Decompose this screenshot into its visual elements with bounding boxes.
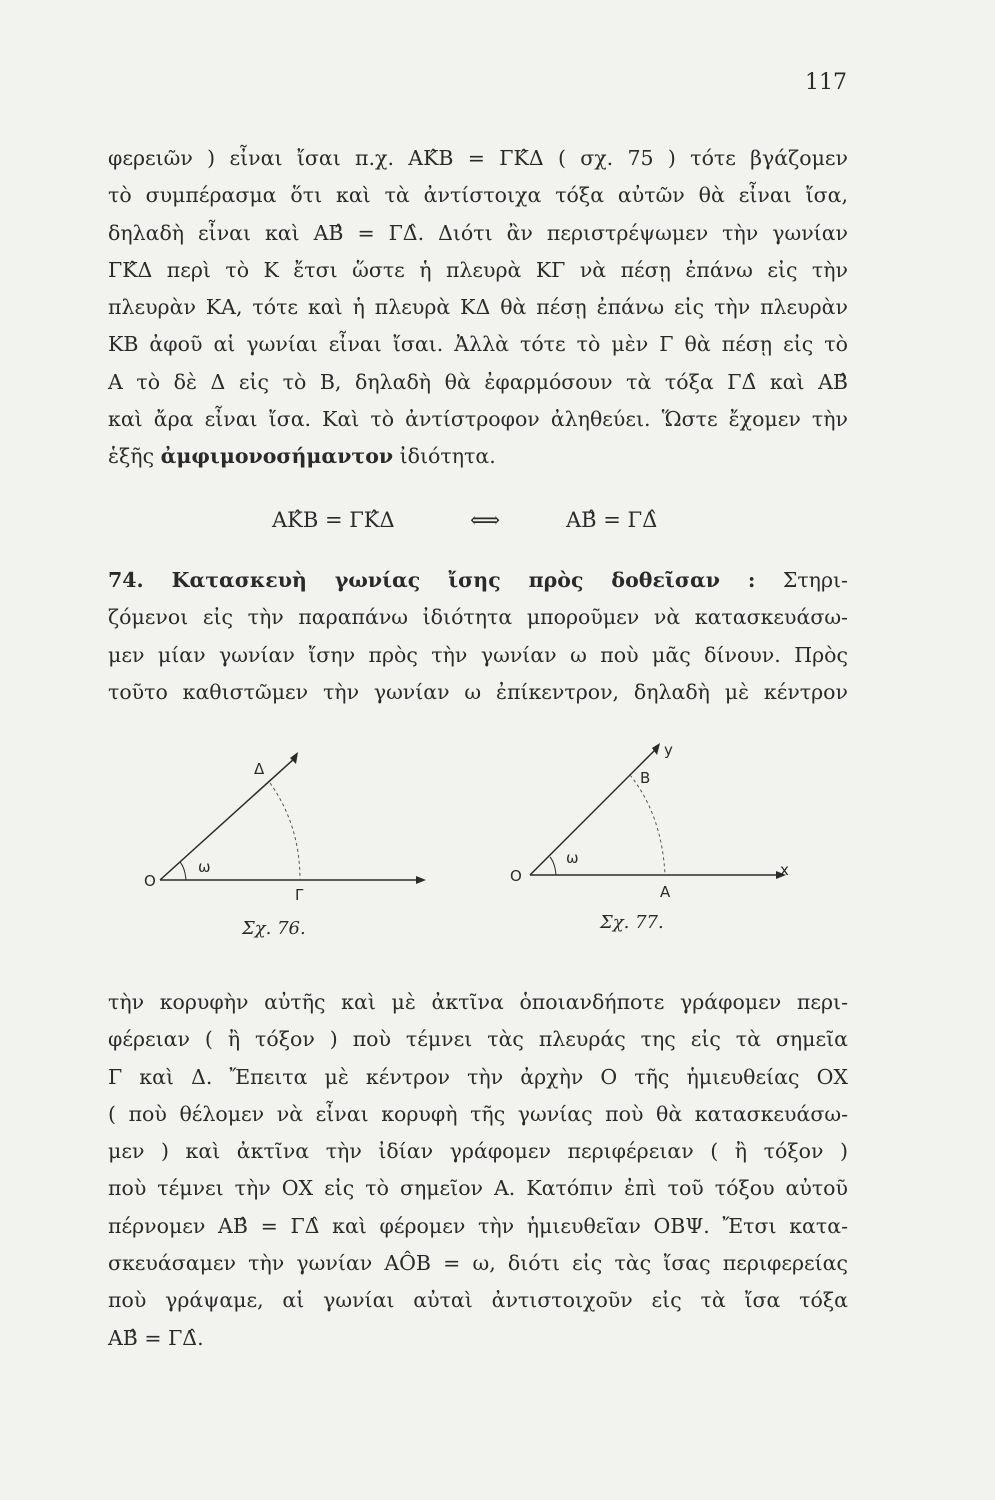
- text-line: φέρειαν ( ἢ τόξον ) ποὺ τέμνει τὰς πλευράς της εἰς τὰ σημεῖα: [108, 1027, 848, 1052]
- figure-76: [130, 740, 430, 910]
- angle-mark: [550, 857, 556, 875]
- equivalence-arrow: ⟺: [470, 508, 501, 532]
- text-line: ποὺ τέμνει τὴν ΟΧ εἰς τὸ σημεῖον Α. Κατόπιν ἐπὶ τοῦ τόξου αὐτοῦ: [108, 1176, 848, 1201]
- text-fragment: ἰδιότητα.: [393, 444, 496, 469]
- page-number: 117: [805, 70, 847, 95]
- text-fragment: Στηρι-: [782, 568, 848, 592]
- point-gamma-label: Γ: [295, 886, 304, 904]
- side-line: [530, 747, 658, 875]
- bold-term: ἀμφιμονοσήμαντον: [160, 444, 394, 469]
- text-fragment: ἑξῆς: [108, 444, 161, 469]
- text-line: πλευρὰν ΚΑ, τότε καὶ ἡ πλευρὰ ΚΔ θὰ πέσῃ ἐπάνω εἰς τὴν πλευρὰν: [108, 295, 848, 320]
- paragraph-intro: [108, 140, 848, 476]
- side-line: [160, 758, 295, 880]
- section-74: [108, 562, 848, 711]
- caption-76: Σχ. 76.: [242, 918, 306, 939]
- text-line: καὶ ἄρα εἶναι ἴσα. Καὶ τὸ ἀντίστροφον ἀληθεύει. Ὥστε ἔχομεν τὴν: [108, 407, 848, 432]
- text-line: μεν μίαν γωνίαν ἴσην πρὸς τὴν γωνίαν ω ποὺ μᾶς δίνουν. Πρὸς: [108, 642, 848, 667]
- angle-mark: [180, 862, 186, 880]
- text-line: ( ποὺ θέλομεν νὰ εἶναι κορυφὴ τῆς γωνίας ποὺ θὰ κατασκευάσω-: [108, 1101, 848, 1126]
- vertex-label: O: [510, 867, 522, 885]
- section-heading-line: [108, 562, 848, 599]
- text-line: σκευάσαμεν τὴν γωνίαν ΑÔΒ = ω, διότι εἰς τὰς ἴσας περιφερείας: [108, 1251, 848, 1276]
- text-line: ΚΒ ἀφοῦ αἱ γωνίαι εἶναι ἴσαι. Ἀλλὰ τότε τὸ μὲν Γ θὰ πέσῃ εἰς τὸ: [108, 332, 848, 357]
- angle-label: ω: [198, 858, 211, 876]
- text-line: ζόμενοι εἰς τὴν παραπάνω ἰδιότητα μποροῦμεν νὰ κατασκευάσω-: [108, 605, 848, 630]
- text-line: ποὺ γράψαμε, αἱ γωνίαι αὐταὶ ἀντιστοιχοῦν εἰς τὰ ἴσα τόξα: [108, 1288, 848, 1313]
- arc: [270, 783, 300, 880]
- point-b-label: Β: [640, 769, 651, 787]
- text-line: [108, 438, 848, 475]
- arc: [630, 775, 665, 875]
- text-line: τὸ συμπέρασμα ὅτι καὶ τὰ ἀντίστοιχα τόξα αὐτῶν θὰ εἶναι ἴσα,: [108, 183, 848, 208]
- text-line: Α τὸ δὲ Δ εἰς τὸ Β, δηλαδὴ θὰ ἐφαρμόσουν τὰ τόξα ΓΔ̂ καὶ ΑΒ̂: [108, 369, 848, 394]
- point-a-label: Α: [660, 883, 671, 901]
- text-line: Γ καὶ Δ. Ἔπειτα μὲ κέντρον τὴν ἀρχὴν Ο τῆς ἡμιευθείας ΟΧ: [108, 1064, 848, 1089]
- formula-right: ΑΒ̂ = ΓΔ̂: [566, 508, 658, 532]
- section-heading: 74. Κατασκευὴ γωνίας ἴσης πρὸς δοθεῖσαν :: [108, 568, 756, 592]
- text-line: δηλαδὴ εἶναι καὶ ΑΒ̂ = ΓΔ̂. Διότι ἂν περιστρέψωμεν τὴν γωνίαν: [108, 220, 848, 245]
- text-line: πέρνομεν ΑΒ̂ = ΓΔ̂ καὶ φέρομεν τὴν ἡμιευθεῖαν ΟΒΨ. Ἔτσι κατα-: [108, 1213, 848, 1238]
- side-arrowhead: [652, 743, 660, 755]
- caption-77: Σχ. 77.: [600, 912, 664, 933]
- text-line: τοῦτο καθιστῶμεν τὴν γωνίαν ω ἐπίκεντρον, δηλαδὴ μὲ κέντρον: [108, 679, 848, 704]
- paragraph-construction: [108, 984, 848, 1357]
- side-end-label: y: [664, 741, 673, 759]
- text-line: ΑΒ̂ = ΓΔ̂.: [108, 1325, 204, 1350]
- point-delta-label: Δ: [254, 760, 265, 778]
- text-line: μεν ) καὶ ἀκτῖνα τὴν ἰδίαν γράφομεν περιφέρειαν ( ἢ τόξον ): [108, 1139, 848, 1164]
- formula-left: ΑΚ̂Β = ΓΚ̂Δ: [272, 508, 395, 532]
- ray-arrowhead: [416, 876, 426, 884]
- figure-77: [500, 735, 810, 905]
- vertex-label: O: [144, 872, 156, 890]
- ray-end-label: x: [780, 861, 789, 879]
- text-line: ΓΚ̂Δ περὶ τὸ Κ ἔτσι ὥστε ἡ πλευρὰ ΚΓ νὰ πέσῃ ἐπάνω εἰς τὴν: [108, 257, 848, 282]
- text-line: τὴν κορυφὴν αὐτῆς καὶ μὲ ἀκτῖνα ὁποιανδήποτε γράφομεν περι-: [108, 990, 848, 1014]
- text-line: φερειῶν ) εἶναι ἴσαι π.χ. ΑΚ̂Β = ΓΚ̂Δ ( σχ. 75 ) τότε βγάζομεν: [108, 146, 848, 170]
- angle-label: ω: [566, 849, 579, 867]
